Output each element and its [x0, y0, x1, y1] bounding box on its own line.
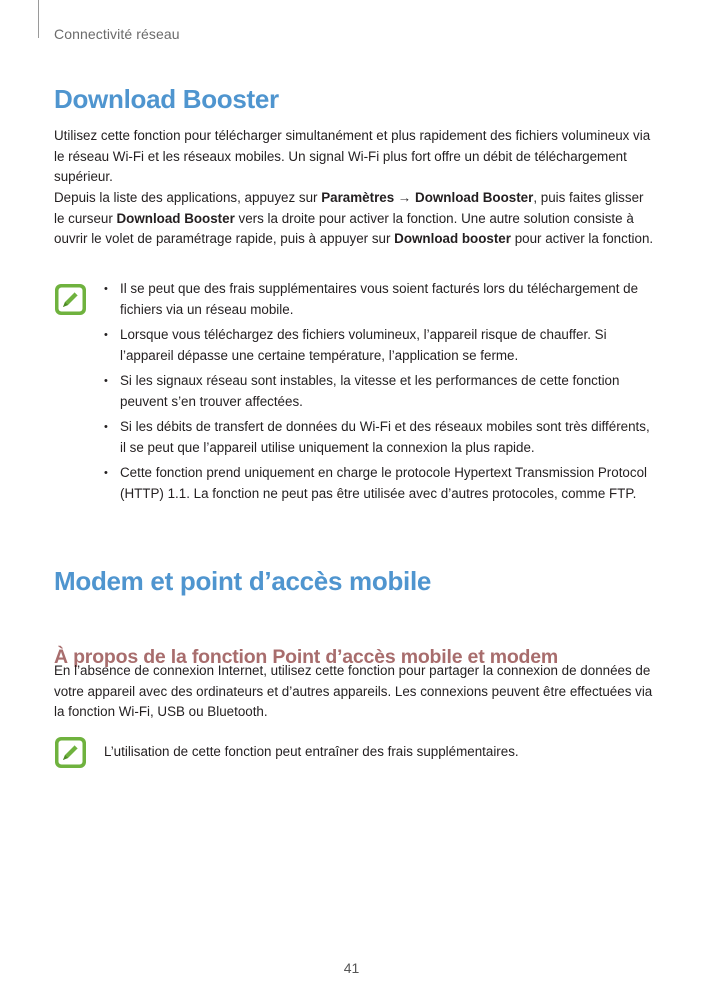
- hotspot-body: En l’absence de connexion Internet, utilisez cette fonction pour partager la connexion de données de votre appareil avec des ordinateurs et d’autres appareils. Les connexions peuvent être effectuées via la fonction Wi-Fi, USB ou Bluetooth.: [54, 663, 653, 720]
- note-text: Lorsque vous téléchargez des fichiers volumineux, l’appareil risque de chauffer. Si l’appareil dépasse une certaine température, l’application se ferme.: [120, 326, 607, 363]
- note-pencil-icon: [54, 283, 87, 316]
- quick-setting-download-booster: Download booster: [394, 231, 511, 247]
- download-booster-notes: [104, 279, 654, 509]
- list-item: [104, 279, 654, 320]
- steps-text-3: vers la droite pour activer la fonction. Une autre solution consiste à ouvrir le volet de paramétrage rapide, puis à appuyer sur: [54, 210, 634, 247]
- section-header: Connectivité réseau: [54, 26, 180, 42]
- menu-settings: Paramètres: [321, 190, 395, 205]
- download-booster-intro: Utilisez cette fonction pour télécharger simultanément et plus rapidement des fichiers volumineux via le réseau Wi-Fi et les réseaux mobiles. Un signal Wi-Fi plus fort offre un débit de téléchargement supérieur.: [54, 128, 651, 185]
- steps-text-4: pour activer la fonction.: [510, 231, 654, 247]
- bullet-glyph: •: [104, 466, 108, 479]
- note-text: Cette fonction prend uniquement en charge le protocole Hypertext Transmission Protocol (HTTP) 1.1. La fonction ne peut pas être utilisée avec d’autres protocoles, comme FTP.: [120, 464, 647, 501]
- page-margin-rule: [38, 0, 39, 38]
- subheading-hotspot-about: À propos de la fonction Point d’accès mobile et modem: [54, 646, 559, 669]
- list-item: [104, 325, 654, 366]
- list-item: [104, 417, 654, 458]
- steps-arrow: →: [394, 190, 416, 205]
- slider-download-booster: Download Booster: [116, 210, 235, 226]
- bullet-glyph: •: [104, 374, 108, 387]
- steps-text-1: Depuis la liste des applications, appuyez sur: [54, 190, 322, 205]
- heading-modem-hotspot: Modem et point d’accès mobile: [54, 566, 432, 596]
- page-number: 41: [343, 960, 360, 976]
- note-pencil-icon: [54, 736, 87, 769]
- menu-download-booster: Download Booster: [415, 190, 534, 205]
- bullet-glyph: •: [104, 283, 108, 295]
- bullet-glyph: •: [104, 328, 108, 341]
- heading-download-booster: Download Booster: [54, 84, 279, 114]
- note-text: Si les débits de transfert de données du Wi-Fi et des réseaux mobiles sont très différents, il se peut que l’appareil utilise uniquement la connexion la plus rapide.: [120, 418, 650, 455]
- list-item: [104, 371, 654, 412]
- hotspot-note: L’utilisation de cette fonction peut entraîner des frais supplémentaires.: [104, 744, 519, 759]
- note-text: Il se peut que des frais supplémentaires vous soient facturés lors du téléchargement de fichiers via un réseau mobile.: [120, 281, 639, 317]
- download-booster-steps: [54, 188, 654, 250]
- list-item: [104, 463, 654, 504]
- bullet-glyph: •: [104, 420, 108, 433]
- steps-text-2: , puis faites glisser le curseur: [54, 190, 644, 226]
- note-text: Si les signaux réseau sont instables, la vitesse et les performances de cette fonction peuvent s’en trouver affectées.: [120, 372, 620, 409]
